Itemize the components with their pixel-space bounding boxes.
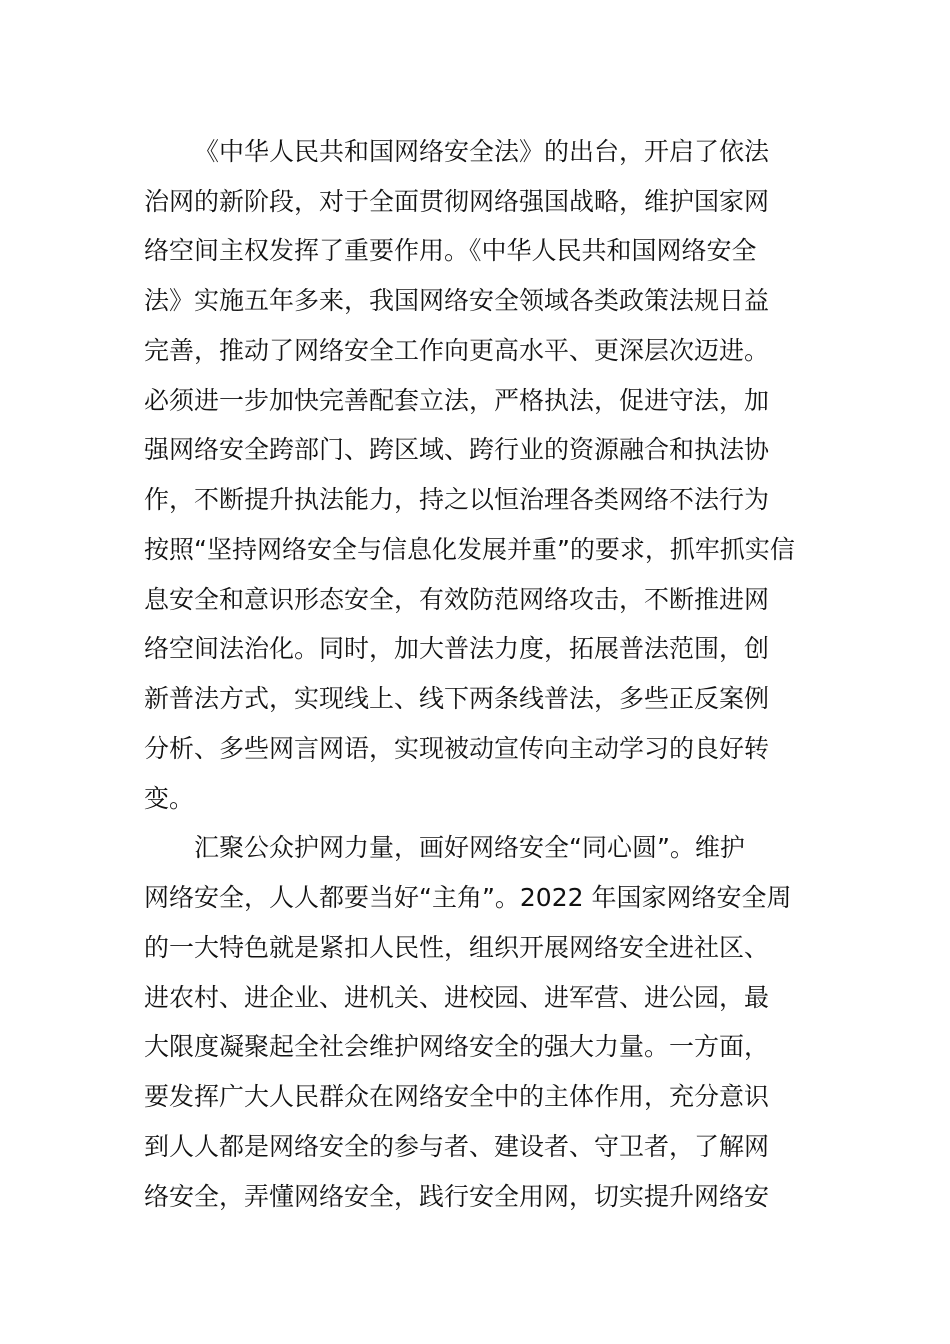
paragraph-2-line-5: 大限度凝聚起全社会维护网络安全的强大力量。一方面， bbox=[144, 1032, 770, 1061]
paragraph-1-line-14: 变。 bbox=[144, 784, 195, 813]
paragraph-1-line-6: 必须进一步加快完善配套立法，严格执法，促进守法，加 bbox=[144, 386, 770, 415]
paragraph-1-line-7: 强网络安全跨部门、跨区域、跨行业的资源融合和执法协 bbox=[144, 435, 770, 464]
paragraph-2-line-8: 络安全，弄懂网络安全，践行安全用网，切实提升网络安 bbox=[144, 1182, 770, 1211]
paragraph-1-line-2: 治网的新阶段，对于全面贯彻网络强国战略，维护国家网 bbox=[144, 187, 770, 216]
paragraph-2-line-7: 到人人都是网络安全的参与者、建设者、守卫者，了解网 bbox=[144, 1132, 770, 1161]
paragraph-2-line-1: 汇聚公众护网力量，画好网络安全“同心圆”。维护 bbox=[194, 833, 745, 862]
paragraph-1-line-1: 《中华人民共和国网络安全法》的出台，开启了依法 bbox=[194, 137, 770, 166]
paragraph-1-line-5: 完善，推动了网络安全工作向更高水平、更深层次迈进。 bbox=[144, 336, 770, 365]
paragraph-1-line-13: 分析、多些网言网语，实现被动宣传向主动学习的良好转 bbox=[144, 734, 770, 763]
paragraph-2-line-4: 进农村、进企业、进机关、进校园、进军营、进公园，最 bbox=[144, 983, 770, 1012]
paragraph-1-line-9: 按照“坚持网络安全与信息化发展并重”的要求，抓牢抓实信 bbox=[144, 535, 795, 564]
paragraph-1-line-12: 新普法方式，实现线上、线下两条线普法，多些正反案例 bbox=[144, 684, 770, 713]
paragraph-1-line-10: 息安全和意识形态安全，有效防范网络攻击，不断推进网 bbox=[144, 585, 770, 614]
paragraph-1-line-3: 络空间主权发挥了重要作用。《中华人民共和国网络安全 bbox=[144, 236, 757, 265]
paragraph-1-line-4: 法》实施五年多来，我国网络安全领域各类政策法规日益 bbox=[144, 286, 770, 315]
paragraph-1-line-11: 络空间法治化。同时，加大普法力度，拓展普法范围，创 bbox=[144, 634, 770, 663]
paragraph-2-line-6: 要发挥广大人民群众在网络安全中的主体作用，充分意识 bbox=[144, 1082, 770, 1111]
paragraph-2-line-2: 网络安全，人人都要当好“主角”。2022 年国家网络安全周 bbox=[144, 883, 792, 912]
paragraph-2-line-3: 的一大特色就是紧扣人民性，组织开展网络安全进社区、 bbox=[144, 933, 770, 962]
paragraph-1-line-8: 作，不断提升执法能力，持之以恒治理各类网络不法行为 bbox=[144, 485, 770, 514]
